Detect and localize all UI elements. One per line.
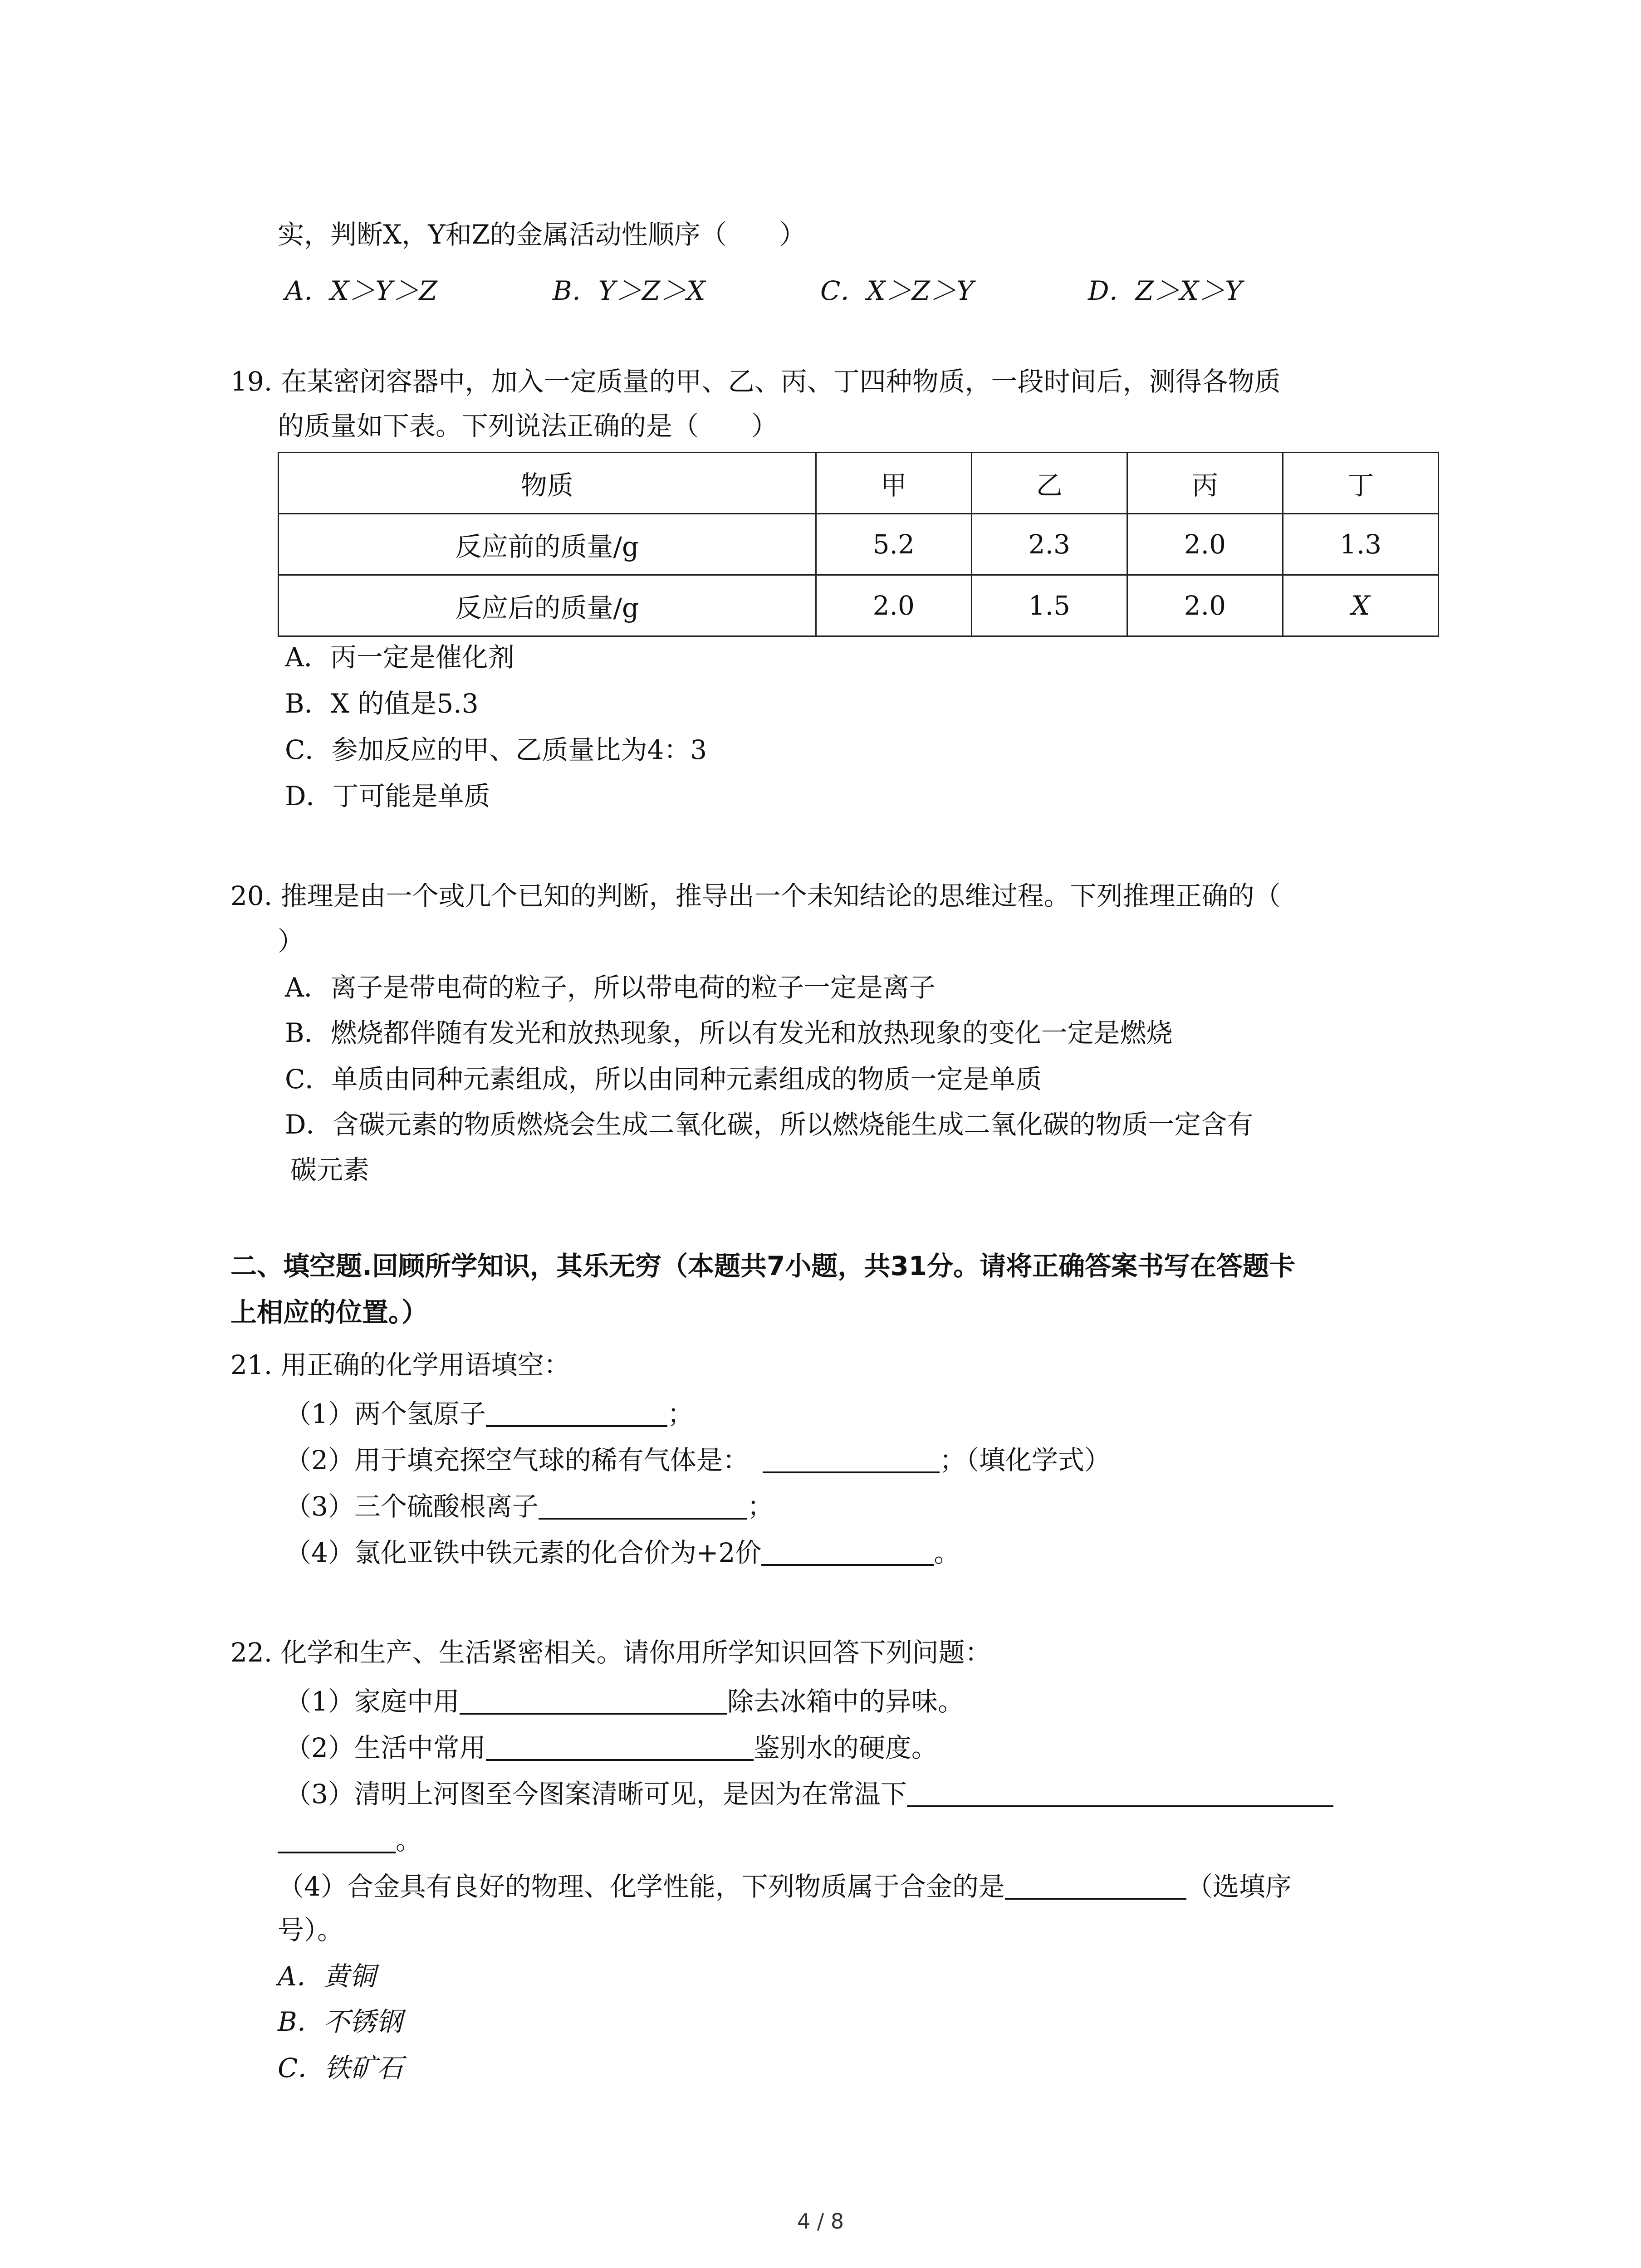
table-cell: X <box>1283 575 1438 636</box>
q20-stem-line2: ） <box>278 926 304 957</box>
table-header-cell: 丙 <box>1127 453 1283 514</box>
q19-option-d: D．丁可能是单质 <box>285 781 490 811</box>
table-cell: 2.0 <box>1127 514 1283 575</box>
q18-option-c: C．X＞Z＞Y <box>820 275 974 306</box>
q18-option-d: D．Z＞X＞Y <box>1088 275 1243 306</box>
answer-blank[interactable] <box>1005 1872 1186 1900</box>
q20-stem-line1: 20. 推理是由一个或几个已知的判断，推导出一个未知结论的思维过程。下列推理正确的（ <box>230 880 1281 911</box>
q20-option-d-continued: 碳元素 <box>290 1154 370 1185</box>
q22-option-c: C．铁矿石 <box>278 2053 403 2083</box>
table-cell: 反应后的质量/g <box>279 575 816 636</box>
q22-item-1-text: （1）家庭中用 <box>285 1686 460 1717</box>
section-heading-line1: 二、填空题.回顾所学知识，其乐无穷（本题共7小题，共31分。请将正确答案书写在答题卡 <box>230 1251 1296 1281</box>
q21-item-4-text: （4）氯化亚铁中铁元素的化合价为+2价 <box>285 1537 762 1568</box>
q19-option-c: C．参加反应的甲、乙质量比为4：3 <box>285 734 707 765</box>
q21-item-2-suffix: ；（填化学式） <box>939 1445 1111 1476</box>
q19-option-a: A．丙一定是催化剂 <box>285 642 514 673</box>
q21-item-4 <box>285 1538 960 1566</box>
answer-blank[interactable] <box>763 1445 940 1473</box>
q19-option-b: B．X 的值是5.3 <box>285 688 479 719</box>
q22-item-3-continued <box>278 1825 422 1856</box>
table-header-row <box>279 453 1439 514</box>
answer-blank[interactable] <box>761 1538 934 1566</box>
q21-item-1 <box>285 1399 694 1427</box>
q21-item-1-text: （1）两个氢原子 <box>285 1398 486 1429</box>
answer-blank[interactable] <box>907 1779 1333 1807</box>
table-cell: 2.0 <box>816 575 971 636</box>
table-cell: 2.3 <box>971 514 1127 575</box>
q22-item-1-suffix: 除去冰箱中的异味。 <box>727 1686 964 1717</box>
q22-item-3-text: （3）清明上河图至今图案清晰可见，是因为在常温下 <box>285 1779 907 1809</box>
q21-item-3-text: （3）三个硫酸根离子 <box>285 1491 539 1522</box>
table-header-cell: 甲 <box>816 453 971 514</box>
answer-blank[interactable] <box>539 1491 747 1520</box>
section-heading-line2: 上相应的位置。） <box>230 1297 428 1328</box>
q21-item-4-suffix: 。 <box>934 1537 960 1568</box>
q21-item-2 <box>285 1445 1111 1476</box>
q22-item-4-continued: 号）。 <box>278 1915 344 1945</box>
q22-stem: 22. 化学和生产、生活紧密相关。请你用所学知识回答下列问题： <box>230 1637 991 1668</box>
q21-item-2-text: （2）用于填充探空气球的稀有气体是： <box>285 1445 749 1476</box>
table-cell: 2.0 <box>1127 575 1283 636</box>
answer-blank[interactable] <box>460 1686 727 1715</box>
table-cell: 1.5 <box>971 575 1127 636</box>
q21-item-1-suffix: ； <box>667 1398 694 1429</box>
table-row <box>279 575 1439 636</box>
table-header-cell: 丁 <box>1283 453 1438 514</box>
q19-mass-table <box>278 452 1439 637</box>
q22-option-b: B．不锈钢 <box>278 2006 402 2037</box>
table-cell: 反应前的质量/g <box>279 514 816 575</box>
page-number: 4 / 8 <box>797 2209 844 2234</box>
q18-option-b: B．Y＞Z＞X <box>553 275 705 306</box>
answer-blank[interactable] <box>278 1825 396 1853</box>
q22-item-2-suffix: 鉴别水的硬度。 <box>753 1732 938 1763</box>
q19-stem-line1: 19. 在某密闭容器中，加入一定质量的甲、乙、丙、丁四种物质，一段时间后，测得各物质 <box>230 366 1281 397</box>
q21-item-3 <box>285 1491 774 1520</box>
answer-blank[interactable] <box>486 1399 667 1427</box>
q22-item-2-text: （2）生活中常用 <box>285 1732 486 1763</box>
q20-option-c: C．单质由同种元素组成，所以由同种元素组成的物质一定是单质 <box>285 1064 1042 1095</box>
q22-item-4 <box>278 1872 1292 1900</box>
q22-item-4-suffix: （选填序 <box>1186 1871 1292 1902</box>
answer-blank[interactable] <box>486 1733 754 1761</box>
q22-item-4-text: （4）合金具有良好的物理、化学性能，下列物质属于合金的是 <box>278 1871 1005 1902</box>
q22-item-2 <box>285 1733 938 1761</box>
q20-option-a: A．离子是带电荷的粒子，所以带电荷的粒子一定是离子 <box>285 972 936 1003</box>
table-row <box>279 514 1439 575</box>
q22-item-3 <box>285 1779 1333 1807</box>
q19-stem-line2: 的质量如下表。下列说法正确的是（ ） <box>278 411 778 441</box>
q20-option-b: B．燃烧都伴随有发光和放热现象，所以有发光和放热现象的变化一定是燃烧 <box>285 1017 1173 1048</box>
q18-stem-tail: 实，判断X，Y和Z的金属活动性顺序（ ） <box>278 219 806 250</box>
table-header-cell: 乙 <box>971 453 1127 514</box>
q22-option-a: A．黄铜 <box>278 1961 376 1992</box>
q21-stem: 21. 用正确的化学用语填空： <box>230 1349 570 1380</box>
q22-item-3-suffix: 。 <box>396 1825 422 1856</box>
table-cell: 1.3 <box>1283 514 1438 575</box>
q22-item-1 <box>285 1686 964 1715</box>
q21-item-3-suffix: ； <box>747 1491 774 1522</box>
table-header-cell: 物质 <box>279 453 816 514</box>
table-cell: 5.2 <box>816 514 971 575</box>
q20-option-d: D．含碳元素的物质燃烧会生成二氧化碳，所以燃烧能生成二氧化碳的物质一定含有 <box>285 1109 1254 1140</box>
q18-option-a: A．X＞Y＞Z <box>285 275 437 306</box>
